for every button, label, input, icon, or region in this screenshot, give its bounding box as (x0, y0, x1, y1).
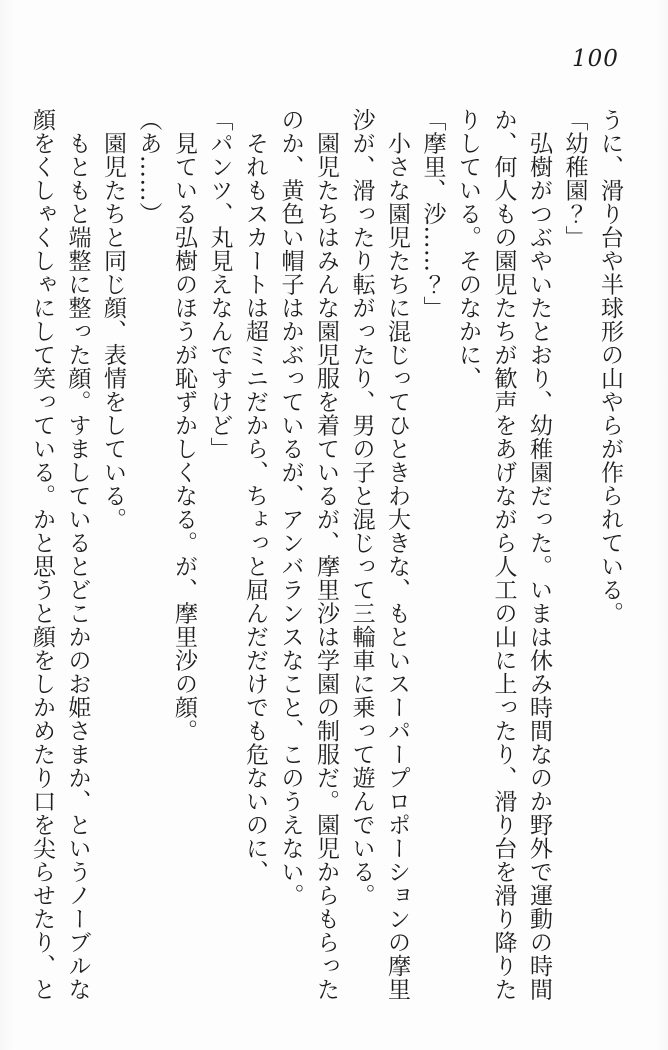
text-line-3: 弘樹がつぶやいたとおり、幼稚園だった。いまは休み時間なのか野外で運動の時間 (526, 108, 552, 1001)
text-line-12: 「パンツ、丸見えなんですけど」 (206, 108, 233, 461)
text-line-1: うに、滑り台や半球形の山やらが作られている。 (597, 108, 623, 625)
text-line-9: 園児たちはみんな園児服を着ているが、摩里沙は学園の制服だ。園児からもらった (313, 108, 339, 1001)
text-line-16: もともと端整に整った顔。すましているとどこかのお姫さまか、というノーブルな (64, 108, 91, 1001)
text-line-5: りしている。そのなかに、 (455, 108, 481, 390)
text-line-8: 沙が、滑ったり転がったり、男の子と混じって三輪車に乗って遊んでいる。 (348, 108, 375, 907)
text-line-10: のか、黄色い帽子はかぶっているが、アンバランスなこと、このうえない。 (277, 108, 304, 907)
text-line-2: 「幼稚園？」 (561, 108, 588, 249)
text-line-15: 園児たちと同じ顔、表情をしている。 (100, 108, 126, 531)
vertical-text-block (24, 108, 628, 1016)
page-number: 100 (572, 46, 619, 72)
text-line-13: 見ている弘樹のほうが恥ずかしくなる。が、摩里沙の顔。 (171, 108, 197, 743)
text-line-17: 顔をくしゃくしゃにして笑っている。かと思うと顔をしかめたり口を尖らせたり、と (29, 108, 55, 1001)
text-line-4: か、何人もの園児たちが歓声をあげながら人工の山に上ったり、滑り台を滑り降りた (490, 108, 517, 1001)
text-line-6: 「摩里、沙……？」 (419, 108, 446, 320)
text-line-7: 小さな園児たちに混じってひときわ大きな、もといスーパープロポーションの摩里 (384, 108, 410, 1001)
text-line-11: それもスカートは超ミニだから、ちょっと屈んだだけでも危ないのに、 (242, 108, 268, 884)
text-line-14: （あ……） (135, 108, 162, 226)
